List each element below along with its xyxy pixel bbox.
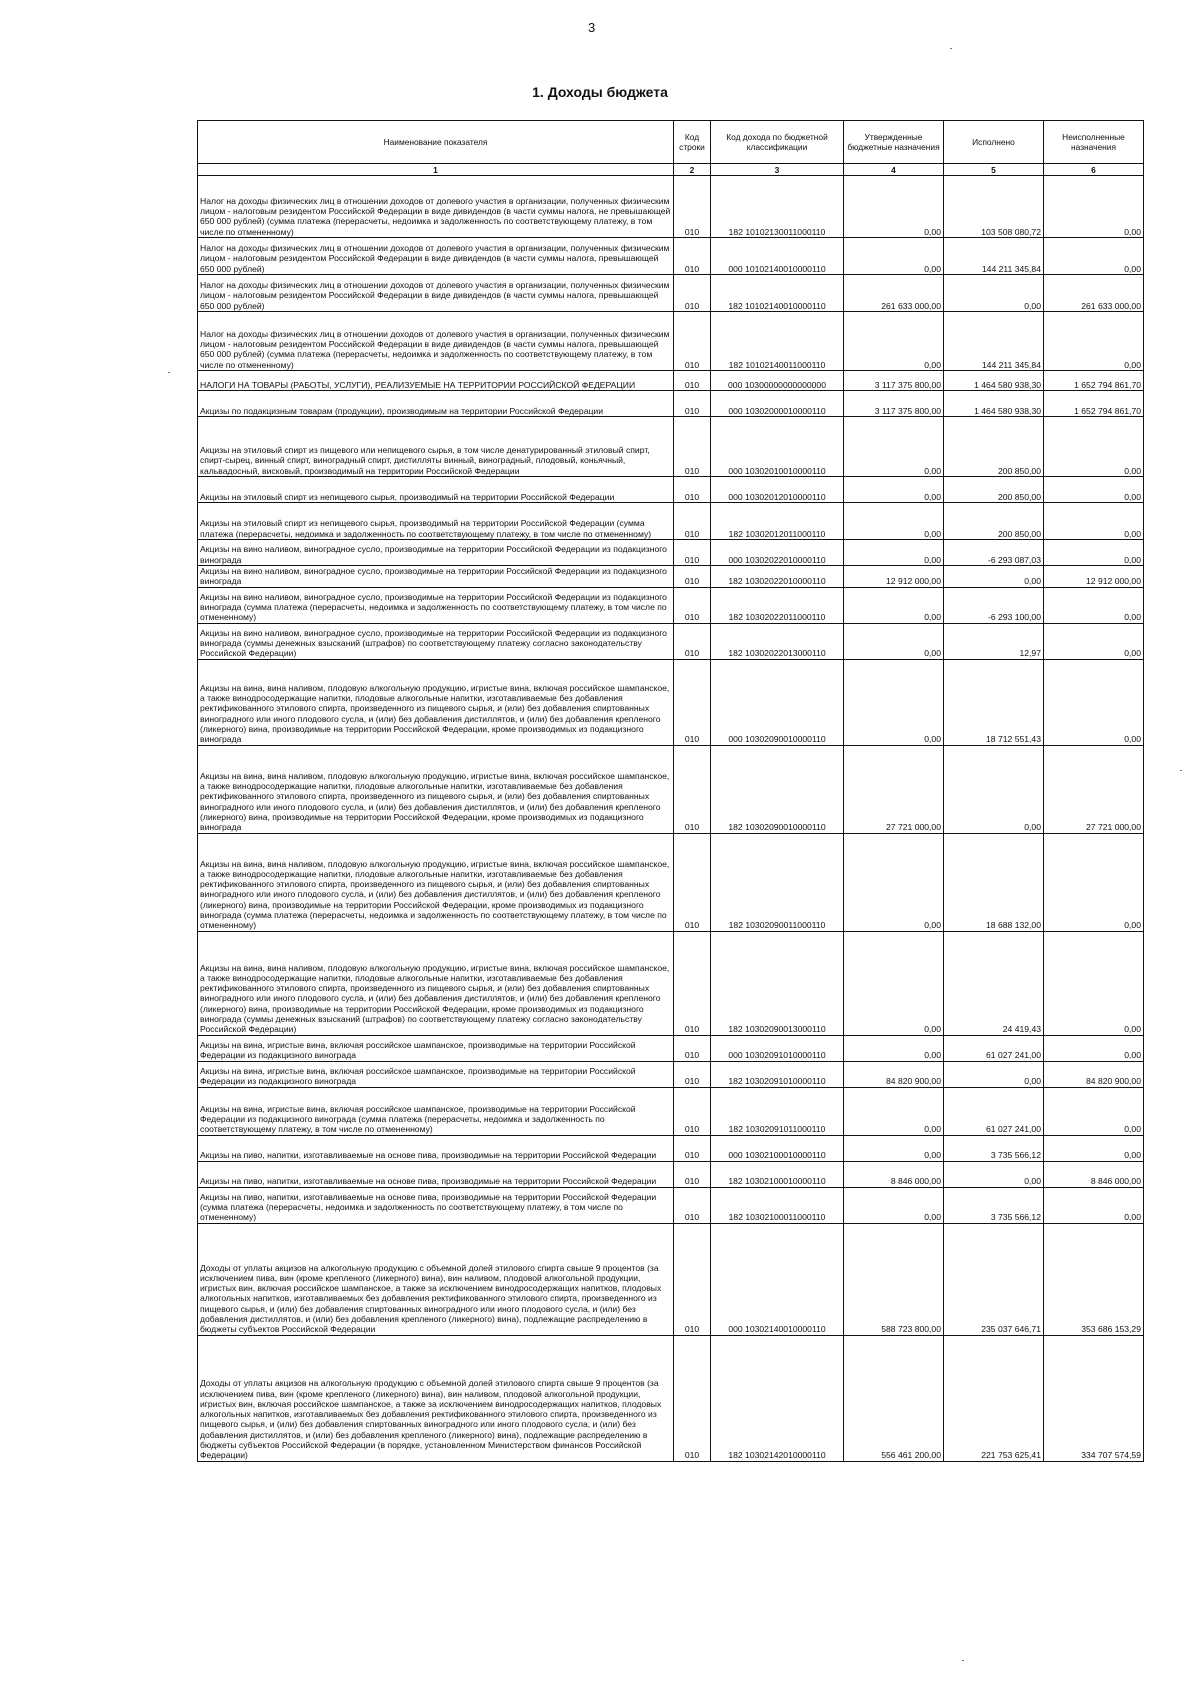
approved-amount: 0,00 xyxy=(844,623,944,659)
line-code: 010 xyxy=(674,391,711,417)
table-row xyxy=(198,1135,1144,1161)
header-code: Код строки xyxy=(674,121,711,164)
indicator-name: Акцизы по подакцизным товарам (продукции), производимым на территории Российской Федерации xyxy=(198,391,674,417)
unexecuted-amount: 84 820 900,00 xyxy=(1044,1061,1144,1087)
indicator-name: Налог на доходы физических лиц в отношении доходов от долевого участия в организации, полученных физическим лицом - налоговым резидентом Российской Федерации в виде дивидендов (в части суммы налога, превышающей 650 000 рублей) xyxy=(198,275,674,312)
unexecuted-amount: 0,00 xyxy=(1044,587,1144,623)
header-name: Наименование показателя xyxy=(198,121,674,164)
indicator-name: Акцизы на вино наливом, виноградное сусло, производимые на территории Российской Федерации из подакцизного винограда (сумма платежа (перерасчеты, недоимка и задолженность по соответствующему платежу, в том числе по отмененному) xyxy=(198,587,674,623)
approved-amount: 3 117 375 800,00 xyxy=(844,371,944,391)
line-code: 010 xyxy=(674,833,711,931)
income-code: 000 10302090010000110 xyxy=(711,659,844,745)
unexecuted-amount: 0,00 xyxy=(1044,1187,1144,1223)
line-code: 010 xyxy=(674,1187,711,1223)
table-row xyxy=(198,503,1144,540)
table-body xyxy=(198,176,1144,1462)
line-code: 010 xyxy=(674,503,711,540)
approved-amount: 0,00 xyxy=(844,833,944,931)
table-row xyxy=(198,417,1144,477)
scan-speck xyxy=(1180,770,1182,771)
executed-amount: 24 419,43 xyxy=(944,931,1044,1035)
income-code: 182 10302022013000110 xyxy=(711,623,844,659)
executed-amount: 18 688 132,00 xyxy=(944,833,1044,931)
indicator-name: Доходы от уплаты акцизов на алкогольную продукцию с объемной долей этилового спирта свыше 9 процентов (за исключением пива, вин (кроме крепленого (ликерного) вина), вин наливом, плодовой алкогольной продукции, игристых вин, включая российское шампанское, а также за исключением винодросодержащих напитков, плодовых алкогольных напитков, изготавливаемых без добавления ректификованного этилового спирта, произведенного из пищевого сырья, и (или) без добавления спиртованных виноградного или иного плодового сусла, и (или) без добавления дистиллятов, и (или) без добавления крепленого (ликерного) вина), подлежащие распределению в бюджеты субъектов Российской Федерации xyxy=(198,1223,674,1335)
unexecuted-amount: 0,00 xyxy=(1044,1035,1144,1061)
line-code: 010 xyxy=(674,659,711,745)
executed-amount: 0,00 xyxy=(944,745,1044,833)
approved-amount: 0,00 xyxy=(844,503,944,540)
column-number: 2 xyxy=(674,164,711,176)
table-row xyxy=(198,1187,1144,1223)
income-code: 000 10300000000000000 xyxy=(711,371,844,391)
unexecuted-amount: 1 652 794 861,70 xyxy=(1044,371,1144,391)
column-number: 6 xyxy=(1044,164,1144,176)
indicator-name: Акцизы на этиловый спирт из непищевого сырья, производимый на территории Российской Федерации xyxy=(198,477,674,503)
table-row xyxy=(198,623,1144,659)
income-code: 182 10302090010000110 xyxy=(711,745,844,833)
income-code: 000 10102140010000110 xyxy=(711,238,844,275)
executed-amount: 61 027 241,00 xyxy=(944,1087,1044,1135)
approved-amount: 0,00 xyxy=(844,587,944,623)
indicator-name: Акцизы на пиво, напитки, изготавливаемые на основе пива, производимые на территории Российской Федерации xyxy=(198,1135,674,1161)
scan-speck xyxy=(950,48,952,49)
indicator-name: Акцизы на пиво, напитки, изготавливаемые на основе пива, производимые на территории Российской Федерации (сумма платежа (перерасчеты, недоимка и задолженность по соответствующему платежу, в том числе по отмененному) xyxy=(198,1187,674,1223)
indicator-name: НАЛОГИ НА ТОВАРЫ (РАБОТЫ, УСЛУГИ), РЕАЛИЗУЕМЫЕ НА ТЕРРИТОРИИ РОССИЙСКОЙ ФЕДЕРАЦИИ xyxy=(198,371,674,391)
income-code: 182 10302100010000110 xyxy=(711,1161,844,1187)
table-row xyxy=(198,745,1144,833)
executed-amount: 1 464 580 938,30 xyxy=(944,391,1044,417)
executed-amount: 200 850,00 xyxy=(944,417,1044,477)
table-row xyxy=(198,312,1144,371)
executed-amount: 144 211 345,84 xyxy=(944,238,1044,275)
table-row xyxy=(198,275,1144,312)
executed-amount: 235 037 646,71 xyxy=(944,1223,1044,1335)
approved-amount: 3 117 375 800,00 xyxy=(844,391,944,417)
line-code: 010 xyxy=(674,238,711,275)
line-code: 010 xyxy=(674,587,711,623)
indicator-name: Налог на доходы физических лиц в отношении доходов от долевого участия в организации, полученных физическим лицом - налоговым резидентом Российской Федерации в виде дивидендов (в части суммы налога, не превышающей 650 000 рублей) (сумма платежа (перерасчеты, недоимка и задолженность по соответствующему платежу, в том числе по отмененному) xyxy=(198,176,674,238)
income-code: 000 10302140010000110 xyxy=(711,1223,844,1335)
income-code: 000 10302000010000110 xyxy=(711,391,844,417)
line-code: 010 xyxy=(674,312,711,371)
indicator-name: Акцизы на пиво, напитки, изготавливаемые на основе пива, производимые на территории Российской Федерации xyxy=(198,1161,674,1187)
table-row xyxy=(198,566,1144,588)
line-code: 010 xyxy=(674,623,711,659)
table-row xyxy=(198,391,1144,417)
header-kbk: Код дохода по бюджетной классификации xyxy=(711,121,844,164)
indicator-name: Налог на доходы физических лиц в отношении доходов от долевого участия в организации, полученных физическим лицом - налоговым резидентом Российской Федерации в виде дивидендов (в части суммы налога, превышающей 650 000 рублей) (сумма платежа (перерасчеты, недоимка и задолженность по соответствующему платежу, в том числе по отмененному) xyxy=(198,312,674,371)
indicator-name: Акцизы на этиловый спирт из пищевого или непищевого сырья, в том числе денатурированный этиловый спирт, спирт-сырец, винный спирт, виноградный спирт, дистилляты винный, виноградный, плодовый, коньячный, кальвадосный, висковый, производимый на территории Российской Федерации xyxy=(198,417,674,477)
unexecuted-amount: 27 721 000,00 xyxy=(1044,745,1144,833)
income-code: 182 10102140010000110 xyxy=(711,275,844,312)
executed-amount: -6 293 100,00 xyxy=(944,587,1044,623)
income-code: 182 10102140011000110 xyxy=(711,312,844,371)
unexecuted-amount: 0,00 xyxy=(1044,1087,1144,1135)
table-header xyxy=(198,121,1144,176)
indicator-name: Акцизы на вина, игристые вина, включая российское шампанское, производимые на территории Российской Федерации из подакцизного винограда xyxy=(198,1061,674,1087)
unexecuted-amount: 0,00 xyxy=(1044,659,1144,745)
table-row xyxy=(198,540,1144,566)
line-code: 010 xyxy=(674,1335,711,1461)
table-row xyxy=(198,931,1144,1035)
line-code: 010 xyxy=(674,176,711,238)
income-code: 182 10302142010000110 xyxy=(711,1335,844,1461)
header-executed: Исполнено xyxy=(944,121,1044,164)
approved-amount: 0,00 xyxy=(844,931,944,1035)
executed-amount: 12,97 xyxy=(944,623,1044,659)
approved-amount: 0,00 xyxy=(844,176,944,238)
unexecuted-amount: 1 652 794 861,70 xyxy=(1044,391,1144,417)
unexecuted-amount: 0,00 xyxy=(1044,417,1144,477)
approved-amount: 27 721 000,00 xyxy=(844,745,944,833)
column-number: 4 xyxy=(844,164,944,176)
executed-amount: 18 712 551,43 xyxy=(944,659,1044,745)
line-code: 010 xyxy=(674,540,711,566)
approved-amount: 0,00 xyxy=(844,1135,944,1161)
executed-amount: 61 027 241,00 xyxy=(944,1035,1044,1061)
approved-amount: 0,00 xyxy=(844,1035,944,1061)
unexecuted-amount: 353 686 153,29 xyxy=(1044,1223,1144,1335)
executed-amount: 200 850,00 xyxy=(944,477,1044,503)
indicator-name: Акцизы на вина, вина наливом, плодовую алкогольную продукцию, игристые вина, включая российское шампанское, а также винодросодержащие напитки, плодовые алкогольные напитки, изготавливаемые без добавления ректификованного этилового спирта, произведенного из пищевого сырья, и (или) без добавления спиртованных виноградного или иного плодового сусла, и (или) без добавления дистиллятов, и (или) без добавления крепленого (ликерного) вина, производимые на территории Российской Федерации, кроме производимых из подакцизного винограда xyxy=(198,659,674,745)
approved-amount: 0,00 xyxy=(844,659,944,745)
unexecuted-amount: 0,00 xyxy=(1044,833,1144,931)
approved-amount: 0,00 xyxy=(844,540,944,566)
indicator-name: Акцизы на вина, вина наливом, плодовую алкогольную продукцию, игристые вина, включая российское шампанское, а также винодросодержащие напитки, плодовые алкогольные напитки, изготавливаемые без добавления ректификованного этилового спирта, произведенного из пищевого сырья, и (или) без добавления спиртованных виноградного или иного плодового сусла, и (или) без добавления дистиллятов, и (или) без добавления крепленого (ликерного) вина, производимые на территории Российской Федерации, кроме производимых из подакцизного винограда (сумма платежа (перерасчеты, недоимка и задолженность по соответствующему платежу, в том числе по отмененному) xyxy=(198,833,674,931)
income-code: 182 10302022010000110 xyxy=(711,566,844,588)
executed-amount: -6 293 087,03 xyxy=(944,540,1044,566)
income-code: 182 10102130011000110 xyxy=(711,176,844,238)
line-code: 010 xyxy=(674,1135,711,1161)
column-number: 1 xyxy=(198,164,674,176)
income-code: 182 10302022011000110 xyxy=(711,587,844,623)
approved-amount: 0,00 xyxy=(844,417,944,477)
executed-amount: 200 850,00 xyxy=(944,503,1044,540)
table-row xyxy=(198,1061,1144,1087)
executed-amount: 0,00 xyxy=(944,1061,1044,1087)
indicator-name: Акцизы на вино наливом, виноградное сусло, производимые на территории Российской Федерации из подакцизного винограда xyxy=(198,566,674,588)
income-code: 000 10302100010000110 xyxy=(711,1135,844,1161)
unexecuted-amount: 0,00 xyxy=(1044,238,1144,275)
approved-amount: 588 723 800,00 xyxy=(844,1223,944,1335)
table-row xyxy=(198,238,1144,275)
executed-amount: 0,00 xyxy=(944,1161,1044,1187)
unexecuted-amount: 12 912 000,00 xyxy=(1044,566,1144,588)
unexecuted-amount: 0,00 xyxy=(1044,623,1144,659)
column-numbers-row xyxy=(198,164,1144,176)
unexecuted-amount: 0,00 xyxy=(1044,1135,1144,1161)
line-code: 010 xyxy=(674,1061,711,1087)
unexecuted-amount: 0,00 xyxy=(1044,503,1144,540)
income-code: 000 10302091010000110 xyxy=(711,1035,844,1061)
income-code: 182 10302091011000110 xyxy=(711,1087,844,1135)
approved-amount: 556 461 200,00 xyxy=(844,1335,944,1461)
unexecuted-amount: 0,00 xyxy=(1044,312,1144,371)
line-code: 010 xyxy=(674,1161,711,1187)
approved-amount: 0,00 xyxy=(844,1187,944,1223)
unexecuted-amount: 0,00 xyxy=(1044,540,1144,566)
line-code: 010 xyxy=(674,275,711,312)
indicator-name: Налог на доходы физических лиц в отношении доходов от долевого участия в организации, полученных физическим лицом - налоговым резидентом Российской Федерации в виде дивидендов (в части суммы налога, превышающей 650 000 рублей) xyxy=(198,238,674,275)
table-row xyxy=(198,659,1144,745)
table-row xyxy=(198,477,1144,503)
table-row xyxy=(198,587,1144,623)
indicator-name: Акцизы на вино наливом, виноградное сусло, производимые на территории Российской Федерации из подакцизного винограда xyxy=(198,540,674,566)
approved-amount: 261 633 000,00 xyxy=(844,275,944,312)
line-code: 010 xyxy=(674,745,711,833)
line-code: 010 xyxy=(674,371,711,391)
approved-amount: 12 912 000,00 xyxy=(844,566,944,588)
indicator-name: Акцизы на вина, игристые вина, включая российское шампанское, производимые на территории Российской Федерации из подакцизного винограда xyxy=(198,1035,674,1061)
indicator-name: Акцизы на вина, вина наливом, плодовую алкогольную продукцию, игристые вина, включая российское шампанское, а также винодросодержащие напитки, плодовые алкогольные напитки, изготавливаемые без добавления ректификованного этилового спирта, произведенного из пищевого сырья, и (или) без добавления спиртованных виноградного или иного плодового сусла, и (или) без добавления дистиллятов, и (или) без добавления крепленого (ликерного) вина, производимые на территории Российской Федерации, кроме производимых из подакцизного винограда xyxy=(198,745,674,833)
executed-amount: 0,00 xyxy=(944,566,1044,588)
line-code: 010 xyxy=(674,417,711,477)
budget-revenue-table xyxy=(197,120,1144,1462)
page-number: 3 xyxy=(588,20,596,35)
scan-speck xyxy=(168,372,170,373)
income-code: 182 10302091010000110 xyxy=(711,1061,844,1087)
executed-amount: 1 464 580 938,30 xyxy=(944,371,1044,391)
scan-speck xyxy=(962,1660,964,1661)
indicator-name: Акцизы на вино наливом, виноградное сусло, производимые на территории Российской Федерации из подакцизного винограда (суммы денежных взысканий (штрафов) по соответствующему платежу согласно законодательству Российской Федерации) xyxy=(198,623,674,659)
approved-amount: 0,00 xyxy=(844,312,944,371)
executed-amount: 0,00 xyxy=(944,275,1044,312)
income-code: 182 10302090013000110 xyxy=(711,931,844,1035)
approved-amount: 8 846 000,00 xyxy=(844,1161,944,1187)
line-code: 010 xyxy=(674,1087,711,1135)
table-row xyxy=(198,371,1144,391)
column-number: 3 xyxy=(711,164,844,176)
line-code: 010 xyxy=(674,1223,711,1335)
table-row xyxy=(198,1087,1144,1135)
unexecuted-amount: 8 846 000,00 xyxy=(1044,1161,1144,1187)
approved-amount: 0,00 xyxy=(844,1087,944,1135)
unexecuted-amount: 0,00 xyxy=(1044,931,1144,1035)
table-row xyxy=(198,833,1144,931)
table-row xyxy=(198,1035,1144,1061)
income-code: 182 10302100011000110 xyxy=(711,1187,844,1223)
column-number: 5 xyxy=(944,164,1044,176)
document-title: 1. Доходы бюджета xyxy=(532,84,668,100)
unexecuted-amount: 0,00 xyxy=(1044,477,1144,503)
line-code: 010 xyxy=(674,931,711,1035)
line-code: 010 xyxy=(674,477,711,503)
approved-amount: 0,00 xyxy=(844,238,944,275)
executed-amount: 144 211 345,84 xyxy=(944,312,1044,371)
executed-amount: 3 735 566,12 xyxy=(944,1135,1044,1161)
indicator-name: Акцизы на вина, игристые вина, включая российское шампанское, производимые на территории Российской Федерации из подакцизного винограда (сумма платежа (перерасчеты, недоимка и задолженность по соответствующему платежу, в том числе по отмененному) xyxy=(198,1087,674,1135)
income-code: 182 10302012011000110 xyxy=(711,503,844,540)
approved-amount: 84 820 900,00 xyxy=(844,1061,944,1087)
income-code: 182 10302090011000110 xyxy=(711,833,844,931)
table-row xyxy=(198,176,1144,238)
table-row xyxy=(198,1335,1144,1461)
line-code: 010 xyxy=(674,566,711,588)
unexecuted-amount: 0,00 xyxy=(1044,176,1144,238)
table-row xyxy=(198,1161,1144,1187)
approved-amount: 0,00 xyxy=(844,477,944,503)
income-code: 000 10302022010000110 xyxy=(711,540,844,566)
income-code: 000 10302010010000110 xyxy=(711,417,844,477)
income-code: 000 10302012010000110 xyxy=(711,477,844,503)
executed-amount: 221 753 625,41 xyxy=(944,1335,1044,1461)
line-code: 010 xyxy=(674,1035,711,1061)
indicator-name: Доходы от уплаты акцизов на алкогольную продукцию с объемной долей этилового спирта свыше 9 процентов (за исключением пива, вин (кроме крепленого (ликерного) вина), вин наливом, плодовой алкогольной продукции, игристых вин, включая российское шампанское, а также за исключением винодросодержащих напитков, плодовых алкогольных напитков, изготавливаемых без добавления ректификованного этилового спирта, произведенного из пищевого сырья, и (или) без добавления спиртованных виноградного или иного плодового сусла, и (или) без добавления дистиллятов, и (или) без добавления крепленого (ликерного) вина), подлежащие распределению в бюджеты субъектов Российской Федерации (в порядке, установленном Министерством финансов Российской Федерации) xyxy=(198,1335,674,1461)
table-row xyxy=(198,1223,1144,1335)
header-unexecuted: Неисполненные назначения xyxy=(1044,121,1144,164)
executed-amount: 103 508 080,72 xyxy=(944,176,1044,238)
indicator-name: Акцизы на этиловый спирт из непищевого сырья, производимый на территории Российской Федерации (сумма платежа (перерасчеты, недоимка и задолженность по соответствующему платежу, в том числе по отмененному) xyxy=(198,503,674,540)
unexecuted-amount: 261 633 000,00 xyxy=(1044,275,1144,312)
executed-amount: 3 735 566,12 xyxy=(944,1187,1044,1223)
header-approved: Утвержденные бюджетные назначения xyxy=(844,121,944,164)
indicator-name: Акцизы на вина, вина наливом, плодовую алкогольную продукцию, игристые вина, включая российское шампанское, а также винодросодержащие напитки, плодовые алкогольные напитки, изготавливаемые без добавления ректификованного этилового спирта, произведенного из пищевого сырья, и (или) без добавления спиртованных виноградного или иного плодового сусла, и (или) без добавления дистиллятов, и (или) без добавления крепленого (ликерного) вина, производимые на территории Российской Федерации, кроме производимых из подакцизного винограда (суммы денежных взысканий (штрафов) по соответствующему платежу согласно законодательству Российской Федерации) xyxy=(198,931,674,1035)
unexecuted-amount: 334 707 574,59 xyxy=(1044,1335,1144,1461)
